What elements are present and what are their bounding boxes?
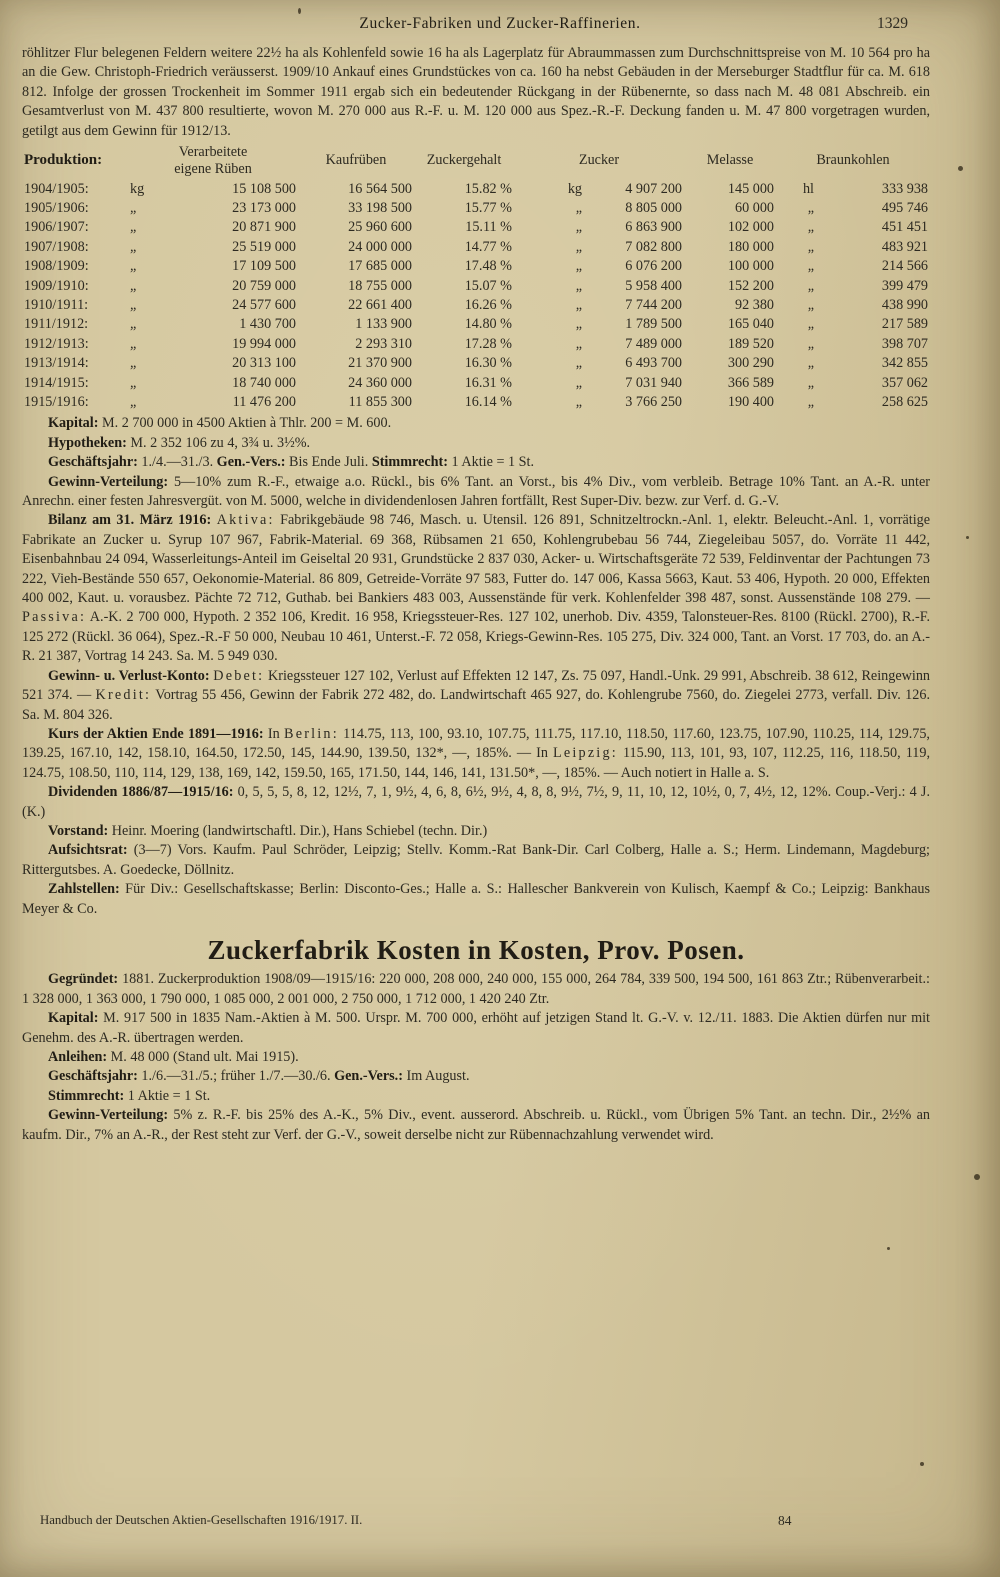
cell-u2: „ — [575, 355, 582, 372]
cell-year: 1904/1905: — [24, 180, 89, 197]
text-segment: A.-K. 2 700 000, Hypoth. 2 352 106, Kredit. 16 958, Kriegssteuer-Res. 127 102, unerhob. Div. 4359, Talonsteuer-Res. 8100 (Rückl. 2700), R.-F. 125 272 (Rückl. 36 064), Spez.-R.-F 50 000, Neubau 10 461, Unterst.-F. 72 058, Kriegs-Gewinn-Res. 105 275, Div. 324 000, Tant. an Vorst. 17 703, do. an A.-R. 21 387, Vortrag 14 243. Sa. M. 5 949 030. — [22, 609, 930, 665]
text-segment: Geschäftsjahr: — [48, 1068, 138, 1085]
cell-braunkohlen: 451 451 — [881, 219, 928, 236]
cell-braunkohlen: 495 746 — [881, 199, 928, 216]
text-segment: Kredit: — [95, 687, 152, 704]
text-segment: Anleihen: — [48, 1049, 108, 1065]
text-segment: Gewinn-Verteilung: — [48, 473, 169, 490]
cell-u3: hl — [802, 180, 814, 197]
production-table-head — [22, 144, 930, 180]
text-segment: Gen.-Vers.: — [216, 454, 286, 471]
production-row — [22, 393, 930, 412]
production-row — [22, 199, 930, 218]
cell-kauf: 25 960 600 — [348, 219, 412, 236]
cell-u2: „ — [575, 316, 582, 333]
cell-eigene: 20 313 100 — [232, 355, 296, 372]
cell-u3: „ — [807, 296, 814, 313]
cell-eigene: 18 740 000 — [232, 374, 296, 391]
cell-zucker: 6 863 900 — [625, 219, 682, 236]
cell-u3: „ — [807, 277, 814, 294]
page-header — [0, 0, 1000, 38]
cell-kauf: 24 360 000 — [348, 374, 412, 391]
cell-zucker: 7 082 800 — [625, 238, 682, 255]
cell-gehalt: 15.07 % — [464, 277, 512, 294]
text-segment: Leipzig: — [553, 745, 618, 762]
col-header-zucker: Zucker — [578, 152, 620, 169]
cell-eigene: 1 430 700 — [239, 316, 296, 333]
cell-gehalt: 16.31 % — [464, 374, 512, 391]
text-segment: Kriegssteuer 127 102, Verlust auf Effekten 12 147, Zs. 75 097, Handl.-Unk. 29 991, Abschreib. 38 612, Reingewinn 521 374. — — [22, 667, 931, 704]
intro-paragraph: röhlitzer Flur belegenen Feldern weitere 22½ ha als Kohlenfeld sowie 16 ha als Lagerplatz für Abraummassen zum Durchschnittspreise von M. 10 564 pro ha an die Gew. Christoph-Friedrich veräusserst. 1909/10 Ankauf eines Grundstückes von ca. 160 ha nebst Gebäuden in der Merseburger Stadtflur für ca. M. 618 812. Infolge der grossen Trockenheit im Sommer 1911 ergab sich ein bedeutender Rückgang in der Rübenernte, so dass nach M. 48 081 Abschreib. ein Gesamtverlust von M. 437 800 resultierte, wovon M. 270 000 aus R.-F. u. M. 120 000 aus Spez.-R.-F. Deckung fanden u. M. 47 800 vorgetragen wurden, getilgt aus dem Gewinn für 1912/13. — [22, 45, 930, 139]
paragraph-zahlstellen — [22, 880, 930, 919]
cell-zucker: 5 958 400 — [625, 277, 682, 294]
cell-melasse: 189 520 — [727, 335, 774, 352]
text-segment: Dividenden 1886/87—1915/16: — [48, 784, 234, 801]
text-segment: Berlin: — [284, 725, 339, 742]
cell-u1: „ — [130, 394, 137, 410]
cell-zucker: 7 489 000 — [625, 335, 682, 352]
cell-zucker: 6 493 700 — [625, 355, 682, 372]
production-row — [22, 374, 930, 393]
cell-u2: „ — [575, 219, 582, 236]
text-segment: Stimmrecht: — [48, 1087, 125, 1104]
production-table-body — [22, 180, 930, 413]
cell-gehalt: 16.26 % — [464, 296, 512, 313]
cell-gehalt: 15.11 % — [465, 219, 512, 236]
cell-eigene: 20 871 900 — [232, 219, 296, 236]
paragraph-geschaeftsjahr — [22, 453, 930, 472]
cell-zucker: 7 744 200 — [625, 296, 682, 313]
text-segment: Passiva: — [22, 609, 87, 626]
cell-braunkohlen: 438 990 — [881, 296, 928, 313]
cell-u3: „ — [807, 238, 814, 255]
cell-u2: „ — [575, 277, 582, 294]
cell-melasse: 92 380 — [734, 296, 774, 313]
scan-speckle — [974, 1174, 980, 1180]
text-segment: In — [263, 725, 285, 742]
cell-gehalt: 17.28 % — [464, 335, 512, 352]
production-row — [22, 296, 930, 315]
cell-u2: „ — [575, 394, 582, 410]
cell-gehalt: 16.30 % — [464, 355, 512, 372]
cell-zucker: 1 789 500 — [625, 316, 682, 333]
cell-u2: kg — [567, 180, 582, 197]
cell-kauf: 33 198 500 — [348, 199, 412, 216]
cell-u2: „ — [575, 258, 582, 275]
cell-braunkohlen: 214 566 — [881, 258, 928, 275]
cell-gehalt: 15.77 % — [464, 199, 512, 216]
cell-melasse: 300 290 — [727, 355, 774, 372]
col-header-zuckergehalt: Zuckergehalt — [426, 152, 502, 169]
cell-kauf: 16 564 500 — [348, 180, 412, 197]
cell-melasse: 60 000 — [734, 199, 774, 216]
cell-gehalt: 14.77 % — [464, 238, 512, 255]
cell-melasse: 165 040 — [727, 316, 774, 333]
company2-heading: Zuckerfabrik Kosten in Kosten, Prov. Posen. — [207, 934, 745, 965]
text-segment: Gegründet: — [48, 971, 119, 988]
cell-u1: „ — [130, 199, 137, 216]
cell-u3: „ — [807, 258, 814, 275]
text-segment: Stimmrecht: — [371, 454, 448, 471]
cell-u1: „ — [130, 355, 137, 372]
cell-gehalt: 15.82 % — [464, 180, 512, 197]
cell-melasse: 102 000 — [727, 219, 774, 236]
cell-u3: „ — [807, 335, 814, 352]
cell-year: 1906/1907: — [24, 219, 89, 236]
paragraph-hypotheken — [22, 434, 930, 453]
cell-eigene: 17 109 500 — [232, 258, 296, 275]
paragraph-bilanz — [22, 511, 930, 666]
paragraph-gewinn-verlust-konto — [22, 667, 930, 725]
cell-braunkohlen: 217 589 — [881, 316, 928, 333]
text-segment: Vorstand: — [48, 822, 109, 839]
text-segment: 1./4.—31./3. — [137, 454, 217, 471]
text-segment: 114.75, 113, 100, 93.10, 107.75, 111.75, 117.10, 118.50, 117.60, 123.75, 107.90, 110.25, 114, 129.75, 139.25, 167.10, 142, 158.10, 164.50, 172.50, 145, 144.90, 139.50, 132*, —, 185%. — In — [22, 725, 930, 762]
cell-braunkohlen: 483 921 — [881, 238, 928, 255]
cell-u1: „ — [130, 238, 137, 255]
cell-u2: „ — [575, 374, 582, 391]
cell-eigene: 20 759 000 — [232, 277, 296, 294]
text-segment: (3—7) Vors. Kaufm. Paul Schröder, Leipzig; Stellv. Komm.-Rat Bank-Dir. Carl Colberg, Halle a. S.; Herm. Lindemann, Magdeburg; Rittergutsbes. A. Goedecke, Döllnitz. — [22, 842, 930, 878]
running-title: Zucker-Fabriken und Zucker-Raffinerien. — [359, 15, 641, 32]
text-segment: Für Div.: Gesellschaftskasse; Berlin: Disconto-Ges.; Halle a. S.: Hallescher Bankverein von Kulisch, Kaempf & Co.; Leipzig: Bankhaus Meyer & Co. — [22, 881, 930, 917]
text-segment: Vortrag 55 456, Gewinn der Fabrik 272 482, do. Landwirtschaft 465 927, do. Kohlengrube 7560, do. Ziegelei 2773, verfall. Div. 126. Sa. M. 804 326. — [22, 687, 930, 723]
text-segment: 1./6.—31./5.; früher 1./7.—30./6. — [137, 1068, 335, 1085]
text-segment: 1 Aktie = 1 St. — [124, 1087, 211, 1104]
cell-u1: „ — [130, 374, 137, 391]
cell-year: 1909/1910: — [24, 277, 89, 294]
col-header-eigene-line2: eigene Rüben — [174, 160, 252, 177]
text-segment: 5% z. R.-F. bis 25% des A.-K., 5% Div., event. ausserord. Abschreib. u. Rückl., vom Übrigen 5% Tant. an techn. Dir., 2½% an kaufm. Dir., 7% an A.-R., der Rest steht zur Verf. der G.-V., soweit derselbe nicht zur Rübennachzahlung verwendet wird. — [22, 1107, 930, 1143]
cell-u1: „ — [130, 277, 137, 294]
production-table — [22, 144, 930, 412]
cell-kauf: 11 855 300 — [348, 394, 412, 410]
cell-u1: kg — [130, 180, 145, 197]
cell-zucker: 8 805 000 — [625, 199, 682, 216]
paragraph-gewinn-verteilung — [22, 473, 930, 512]
scan-speckle — [920, 1462, 924, 1466]
footer-imprint: Handbuch der Deutschen Aktien-Gesellschaften 1916/1917. II. — [40, 1513, 363, 1527]
cell-braunkohlen: 399 479 — [881, 277, 928, 294]
cell-year: 1907/1908: — [24, 238, 89, 255]
production-row — [22, 257, 930, 276]
cell-kauf: 22 661 400 — [348, 296, 412, 313]
production-row — [22, 277, 930, 296]
paragraph-dividenden — [22, 783, 930, 822]
paragraph-anleihen — [22, 1048, 930, 1067]
page-number: 1329 — [877, 15, 908, 32]
cell-melasse: 152 200 — [727, 277, 774, 294]
cell-eigene: 11 476 200 — [232, 394, 296, 410]
cell-kauf: 21 370 900 — [348, 355, 412, 372]
cell-braunkohlen: 342 855 — [881, 355, 928, 372]
paragraph-kapital — [22, 1009, 930, 1048]
cell-kauf: 1 133 900 — [355, 316, 412, 333]
cell-u1: „ — [130, 219, 137, 236]
paragraph-aufsichtsrat — [22, 841, 930, 880]
text-segment: Heinr. Moering (landwirtschaftl. Dir.), Hans Schiebel (techn. Dir.) — [108, 822, 488, 839]
cell-year: 1911/1912: — [24, 316, 89, 333]
col-header-eigene-rueben — [128, 144, 298, 180]
cell-eigene: 19 994 000 — [232, 335, 296, 352]
cell-u1: „ — [130, 316, 137, 333]
text-segment: Bilanz am 31. März 1916: — [48, 512, 212, 529]
cell-year: 1915/1916: — [24, 394, 89, 410]
paragraph-kapital — [22, 414, 930, 433]
cell-gehalt: 14.80 % — [464, 316, 512, 333]
paragraph-vorstand — [22, 822, 930, 841]
cell-kauf: 24 000 000 — [348, 238, 412, 255]
text-segment: 1 Aktie = 1 St. — [447, 454, 535, 471]
text-segment: Gewinn-Verteilung: — [48, 1107, 169, 1124]
cell-u1: „ — [130, 335, 137, 352]
text-segment: Geschäftsjahr: — [48, 454, 138, 471]
production-row — [22, 354, 930, 373]
cell-u2: „ — [575, 296, 582, 313]
cell-u1: „ — [130, 296, 137, 313]
cell-u3: „ — [807, 199, 814, 216]
production-row — [22, 335, 930, 354]
text-segment: Kapital: — [48, 1010, 99, 1027]
cell-braunkohlen: 258 625 — [881, 394, 928, 410]
text-segment: M. 2 700 000 in 4500 Aktien à Thlr. 200 = M. 600. — [98, 415, 392, 432]
scan-speckle — [298, 8, 301, 14]
company1-details — [22, 414, 930, 919]
cell-year: 1908/1909: — [24, 258, 89, 275]
cell-eigene: 25 519 000 — [232, 238, 296, 255]
cell-gehalt: 17.48 % — [464, 258, 512, 275]
cell-braunkohlen: 333 938 — [881, 180, 928, 197]
cell-kauf: 2 293 310 — [355, 335, 412, 352]
cell-u1: „ — [130, 258, 137, 275]
cell-year: 1905/1906: — [24, 199, 89, 216]
page-footer — [0, 1513, 1000, 1531]
cell-eigene: 15 108 500 — [232, 180, 296, 197]
cell-u2: „ — [575, 238, 582, 255]
cell-melasse: 190 400 — [727, 394, 774, 410]
paragraph-gegruendet — [22, 970, 930, 1009]
cell-eigene: 24 577 600 — [232, 296, 296, 313]
text-segment: Debet: — [213, 667, 265, 684]
cell-melasse: 145 000 — [727, 180, 774, 197]
text-segment: Bis Ende Juli. — [285, 454, 372, 471]
text-segment: M. 2 352 106 zu 4, 3¾ u. 3½%. — [126, 434, 311, 451]
paragraph-kurs — [22, 725, 930, 783]
text-segment: Kurs der Aktien Ende 1891—1916: — [48, 725, 264, 742]
text-segment: 0, 5, 5, 5, 8, 12, 12½, 7, 1, 9½, 4, 6, 8, 6½, 9½, 4, 8, 8, 9½, 7½, 9, 11, 10, 12, 10½, 0, 7, 4½, 12, 12%. Coup.-Verj.: 4 J. (K.) — [22, 784, 930, 820]
production-header-row — [22, 144, 930, 180]
production-label: Produktion: — [24, 151, 103, 168]
text-segment: M. 48 000 (Stand ult. Mai 1915). — [107, 1049, 299, 1065]
production-row — [22, 315, 930, 334]
paragraph-stimmrecht — [22, 1087, 930, 1106]
cell-eigene: 23 173 000 — [232, 199, 296, 216]
text-segment: Zahlstellen: — [48, 881, 120, 898]
cell-u3: „ — [807, 316, 814, 333]
page-content — [0, 38, 1000, 1145]
cell-year: 1912/1913: — [24, 335, 89, 352]
cell-u2: „ — [575, 335, 582, 352]
text-segment: 115.90, 113, 101, 93, 107, 112.25, 116, 118.50, 119, 124.75, 108.50, 110, 114, 129, 138, 169, 142, 159.50, 165, 171.50, 144, 146, 141, 131.50*, —, 185%. — Auch notiert in Halle a. S. — [22, 745, 931, 781]
cell-year: 1914/1915: — [24, 374, 89, 391]
text-segment: Hypotheken: — [48, 434, 127, 451]
text-segment: Gen.-Vers.: — [334, 1068, 403, 1085]
paragraph-geschaeftsjahr — [22, 1067, 930, 1086]
col-header-kaufrueben: Kaufrüben — [325, 152, 387, 169]
text-segment: Kapital: — [48, 415, 99, 432]
text-segment: M. 917 500 in 1835 Nam.-Aktien à M. 500. Urspr. M. 700 000, erhöht auf jetzigen Stand lt. G.-V. v. 12./11. 1883. Die Aktien dürfen nur mit Genehm. des A.-R. übertragen werden. — [22, 1010, 930, 1046]
paragraph-gewinn-verteilung — [22, 1106, 930, 1145]
cell-u3: „ — [807, 374, 814, 391]
cell-braunkohlen: 398 707 — [881, 335, 928, 352]
cell-melasse: 366 589 — [727, 374, 774, 391]
cell-kauf: 18 755 000 — [348, 277, 412, 294]
cell-year: 1910/1911: — [24, 296, 89, 313]
cell-gehalt: 16.14 % — [464, 394, 512, 410]
production-row — [22, 180, 930, 199]
cell-zucker: 6 076 200 — [625, 258, 682, 275]
scan-speckle — [887, 1247, 890, 1250]
cell-year: 1913/1914: — [24, 355, 89, 372]
cell-kauf: 17 685 000 — [348, 258, 412, 275]
text-segment: Im August. — [402, 1068, 470, 1085]
text-segment: Gewinn- u. Verlust-Konto: — [48, 667, 210, 684]
cell-braunkohlen: 357 062 — [881, 374, 928, 391]
production-row — [22, 218, 930, 237]
production-row — [22, 238, 930, 257]
scan-speckle — [958, 166, 963, 171]
company2-details — [22, 970, 930, 1145]
col-header-eigene-line1: Verarbeitete — [178, 144, 248, 161]
col-header-braunkohlen: Braunkohlen — [816, 152, 890, 169]
cell-zucker: 7 031 940 — [625, 374, 682, 391]
text-segment: 5—10% zum R.-F., etwaige a.o. Rückl., bis 6% Tant. an Vorst., bis 4% Div., vom verbleib. Betrage 10% Tant. an A.-R. unter Anrechn. einer festen Jahresvergüt. von M. 5000, welche in dividendenlosen Jahren fortfällt, Rest Super-Div. bezw. zur Verf. d. G.-V. — [22, 473, 930, 510]
cell-u2: „ — [575, 199, 582, 216]
text-segment: Aufsichtsrat: — [48, 842, 128, 859]
text-segment: 1881. Zuckerproduktion 1908/09—1915/16: 220 000, 208 000, 240 000, 155 000, 264 784, 339 500, 194 500, 161 863 Ztr.; Rübenverarbeit.: 1 328 000, 1 363 000, 1 790 000, 1 085 000, 2 001 000, 2 750 000, 1 712 000, 1 420 240 Ztr. — [22, 971, 930, 1007]
cell-u3: „ — [807, 355, 814, 372]
scan-speckle — [966, 536, 969, 539]
cell-zucker: 3 766 250 — [625, 394, 682, 410]
sheet-signature-number: 84 — [778, 1513, 792, 1528]
cell-melasse: 100 000 — [727, 258, 774, 275]
col-header-melasse: Melasse — [706, 152, 754, 169]
cell-u3: „ — [807, 219, 814, 236]
cell-melasse: 180 000 — [727, 238, 774, 255]
text-segment: Aktiva: — [216, 512, 275, 529]
cell-u3: „ — [807, 394, 814, 410]
cell-zucker: 4 907 200 — [625, 180, 682, 197]
text-segment: Fabrikgebäude 98 746, Masch. u. Utensil. 126 891, Schnitzeltrockn.-Anl. 1, elektr. Beleucht.-Anl. 1, vorrätige Fabrikate an Zucker u. Syrup 107 967, Fabrik-Material. 69 368, Rübsamen 21 650, Kohlengrubebau 56 744, Ziegeleibau 5057, do. Vorräte 11 442, Eisenbahnbau 24 094, Wasserleitungs-Anteil im Geiseltal 20 931, Grundstücke 2 837 030, Acker- u. Wirtschaftsgeräte 72 539, Feldinventar der Pachtungen 73 222, Vieh-Bestände 550 657, Oekonomie-Material. 86 809, Getreide-Vorräte 97 583, Futter do. 147 006, Kassa 5663, Kaut. 53 406, Hypoth. 20 000, Effekten 400 002, Kaut. u. vorausbez. Pächte 72 712, Guthab. bei Bankiers 483 003, Aussenstände für verk. Kohlenfelder 398 487, sonst. Aussenstände 108 279. — — [22, 512, 931, 607]
